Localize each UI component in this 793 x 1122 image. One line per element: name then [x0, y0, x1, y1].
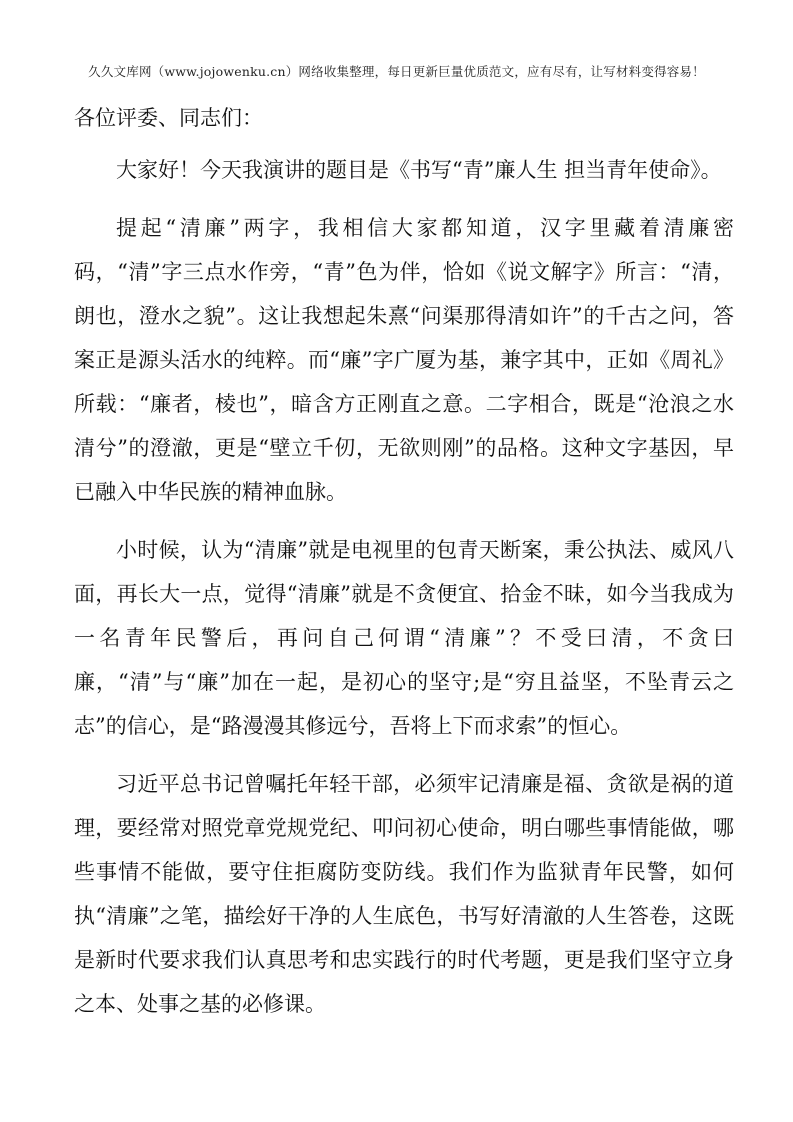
salutation: 各位评委、同志们： [74, 106, 263, 130]
page-header: 久久文库网（www.jojowenku.cn）网络收集整理，每日更新巨量优质范文，应有尽有，让写材料变得容易！ [88, 64, 705, 79]
paragraph-childhood: 小时候，认为“清廉”就是电视里的包青天断案，秉公执法、威风八面，再长大一点，觉得“清廉”就是不贪便宜、拾金不昧，如今当我成为一名青年民警后，再问自己何谓“清廉”？不受曰清，不贪曰廉，“清”与“廉”加在一起，是初心的坚守;是“穷且益坚，不坠青云之志”的信心，是“路漫漫其修远兮，吾将上下而求索”的恒心。 [74, 538, 734, 738]
document-body [74, 96, 734, 1026]
paragraph-mission: 习近平总书记曾嘱托年轻干部，必须牢记清廉是福、贪欲是祸的道理，要经常对照党章党规党纪、叩问初心使命，明白哪些事情能做，哪些事情不能做，要守住拒腐防变防线。我们作为监狱青年民警，如何执“清廉”之笔，描绘好干净的人生底色，书写好清澈的人生答卷，这既是新时代要求我们认真思考和忠实践行的时代考题，更是我们坚守立身之本、处事之基的必修课。 [74, 772, 734, 1016]
paragraph-meaning: 提起“清廉”两字，我相信大家都知道，汉字里藏着清廉密码，“清”字三点水作旁，“青”色为伴，恰如《说文解字》所言：“清，朗也，澄水之貌”。这让我想起朱熹“问渠那得清如许”的千古之问，答案正是源头活水的纯粹。而“廉”字广厦为基，兼字其中，正如《周礼》所载：“廉者，棱也”，暗含方正刚直之意。二字相合，既是“沧浪之水清兮”的澄澈，更是“壁立千仞，无欲则刚”的品格。这种文字基因，早已融入中华民族的精神血脉。 [74, 216, 734, 504]
paragraph-intro: 大家好！今天我演讲的题目是《书写“青”廉人生 担当青年使命》。 [116, 158, 722, 182]
